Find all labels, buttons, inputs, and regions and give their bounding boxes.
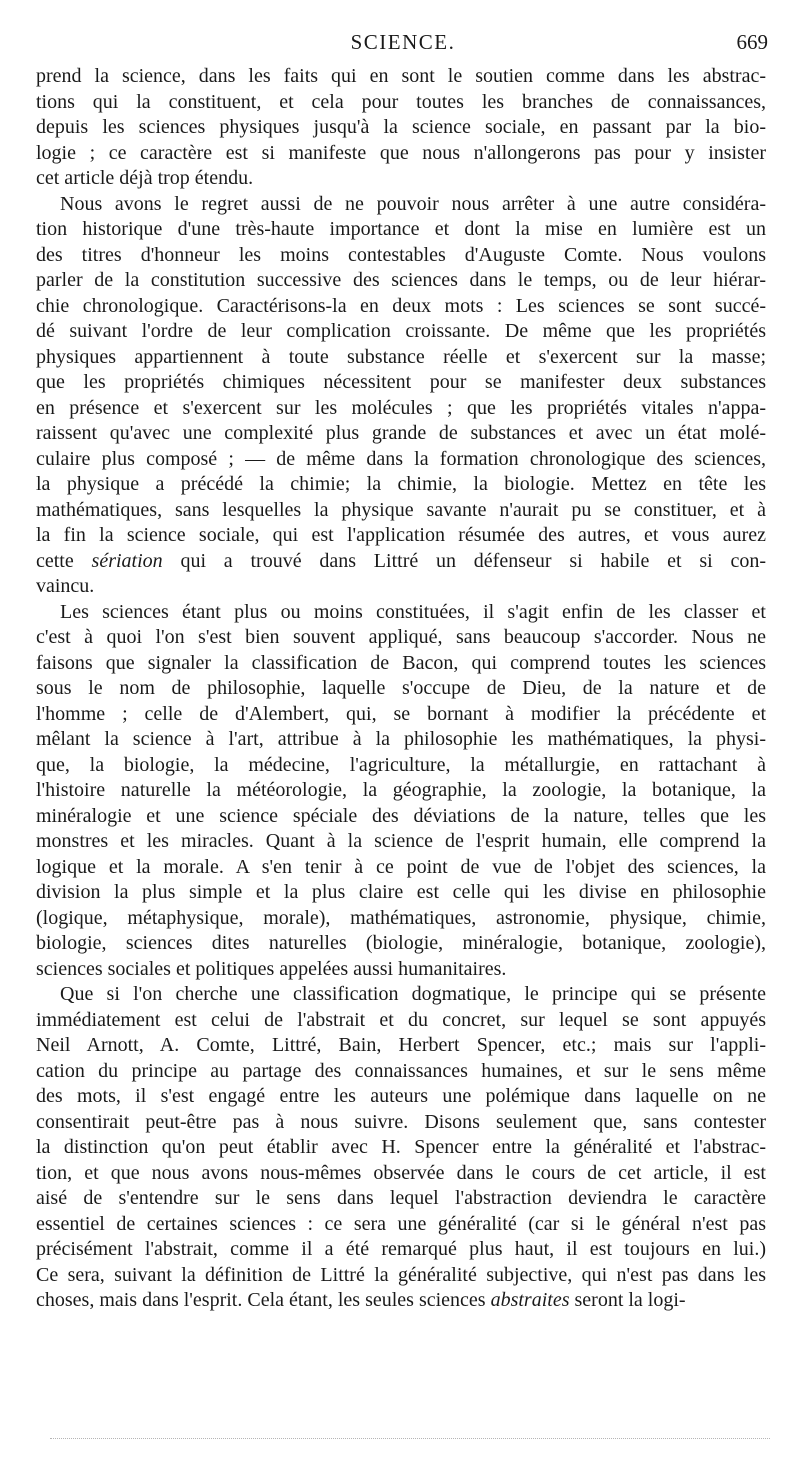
text-line: depuis les sciences physiques jusqu'à la science sociale, en passant par la bio- <box>36 116 766 138</box>
paragraph <box>36 64 766 192</box>
text-line: biologie, sciences dites naturelles (biologie, minéralogie, botanique, zoologie), <box>36 932 766 954</box>
text-line: la fin la science sociale, qui est l'application résumée des autres, et vous aurez <box>36 524 766 546</box>
text-line: logie ; ce caractère est si manifeste que nous n'allongerons pas pour y insister <box>36 141 766 164</box>
footer-rule <box>50 1438 770 1439</box>
paragraph <box>36 600 766 983</box>
page-number: 669 <box>736 30 768 54</box>
text-line: immédiatement est celui de l'abstrait et du concret, sur lequel se sont appuyés <box>36 1008 766 1031</box>
text-line: consentirait peut-être pas à nous suivre. Disons seulement que, sans contester <box>36 1110 766 1133</box>
text-line: en présence et s'exercent sur les molécules ; que les propriétés vitales n'appa- <box>36 396 766 419</box>
text-line: tion historique d'une très-haute importance et dont la mise en lumière est un <box>36 218 766 240</box>
text-line: faisons que signaler la classification de Bacon, qui comprend toutes les sciences <box>36 651 766 674</box>
text-line: prend la science, dans les faits qui en sont le soutien comme dans les abstrac- <box>36 65 766 87</box>
text-line: des mots, il s'est engagé entre les auteurs une polémique dans laquelle on ne <box>36 1085 766 1107</box>
text-line: sciences sociales et politiques appelées aussi humanitaires. <box>36 957 507 980</box>
text-line: cette sériation qui a trouvé dans Littré un défenseur si habile et si con- <box>36 549 766 572</box>
text-line: logique et la morale. A s'en tenir à ce point de vue de l'objet des sciences, la <box>36 855 766 878</box>
text-line: Que si l'on cherche une classification dogmatique, le principe qui se présente <box>60 983 766 1005</box>
text-line: la distinction qu'on peut établir avec H. Spencer entre la généralité et l'abstrac- <box>36 1136 766 1158</box>
text-line: Neil Arnott, A. Comte, Littré, Bain, Herbert Spencer, etc.; mais sur l'appli- <box>36 1034 766 1056</box>
text-line: raissent qu'avec une complexité plus grande de substances et avec un état molé- <box>36 422 766 444</box>
body-text <box>36 64 766 1314</box>
text-line: que les propriétés chimiques nécessitent pour se manifester deux substances <box>36 371 766 393</box>
text-line: mêlant la science à l'art, attribue à la philosophie les mathématiques, la physi- <box>36 728 766 750</box>
text-line: précisément l'abstrait, comme il a été remarqué plus haut, il est toujours en lui.) <box>36 1238 766 1260</box>
text-line: sous le nom de philosophie, laquelle s'occupe de Dieu, de la nature et de <box>36 677 766 699</box>
running-title: SCIENCE. <box>350 30 456 54</box>
text-line: essentiel de certaines sciences : ce sera une généralité (car si le général n'est pas <box>36 1212 766 1235</box>
text-line: choses, mais dans l'esprit. Cela étant, les seules sciences abstraites seront la logi- <box>36 1289 686 1311</box>
text-line: l'homme ; celle de d'Alembert, qui, se bornant à modifier la précédente et <box>36 702 766 725</box>
text-line: la physique a précédé la chimie; la chimie, la biologie. Mettez en tête les <box>36 473 766 495</box>
text-line: mathématiques, sans lesquelles la physique savante n'aurait pu se constituer, et à <box>36 498 766 521</box>
text-line: aisé de s'entendre sur le sens dans lequel l'abstraction deviendra le caractère <box>36 1187 766 1209</box>
text-line: Les sciences étant plus ou moins constituées, il s'agit enfin de les classer et <box>60 600 766 623</box>
paragraph <box>36 982 766 1314</box>
text-line: l'histoire naturelle la météorologie, la géographie, la zoologie, la botanique, la <box>36 779 766 801</box>
text-line: c'est à quoi l'on s'est bien souvent appliqué, sans beaucoup s'accorder. Nous ne <box>36 626 766 648</box>
paragraph <box>36 192 766 600</box>
text-line: que, la biologie, la médecine, l'agriculture, la métallurgie, en rattachant à <box>36 753 766 776</box>
text-line: Ce sera, suivant la définition de Littré la généralité subjective, qui n'est pas dans les <box>36 1263 766 1286</box>
text-line: physiques appartiennent à toute substance réelle et s'exercent sur la masse; <box>36 345 766 368</box>
text-line: chie chronologique. Caractérisons-la en deux mots : Les sciences se sont succé- <box>36 294 766 317</box>
text-line: tion, et que nous avons nous-mêmes observée dans le cours de cet article, il est <box>36 1161 766 1184</box>
text-line: monstres et les miracles. Quant à la science de l'esprit humain, elle comprend la <box>36 830 766 852</box>
text-line: (logique, métaphysique, morale), mathématiques, astronomie, physique, chimie, <box>36 906 766 929</box>
text-line: tions qui la constituent, et cela pour toutes les branches de connaissances, <box>36 90 766 113</box>
text-line: cet article déjà trop étendu. <box>36 167 254 189</box>
text-line: minéralogie et une science spéciale des déviations de la nature, telles que les <box>36 804 766 827</box>
text-line: dé suivant l'ordre de leur complication croissante. De même que les propriétés <box>36 320 766 342</box>
text-line: parler de la constitution successive des sciences dans le temps, ou de leur hiérar- <box>36 269 766 291</box>
text-line: Nous avons le regret aussi de ne pouvoir nous arrêter à une autre considéra- <box>60 192 766 215</box>
text-line: vaincu. <box>36 575 95 597</box>
text-line: culaire plus composé ; — de même dans la formation chronologique des sciences, <box>36 447 766 470</box>
text-line: division la plus simple et la plus claire est celle qui les divise en philosophie <box>36 881 766 903</box>
text-line: des titres d'honneur les moins contestables d'Auguste Comte. Nous voulons <box>36 243 766 266</box>
page-header <box>36 30 770 58</box>
text-line: cation du principe au partage des connaissances humaines, et sur le sens même <box>36 1059 766 1082</box>
